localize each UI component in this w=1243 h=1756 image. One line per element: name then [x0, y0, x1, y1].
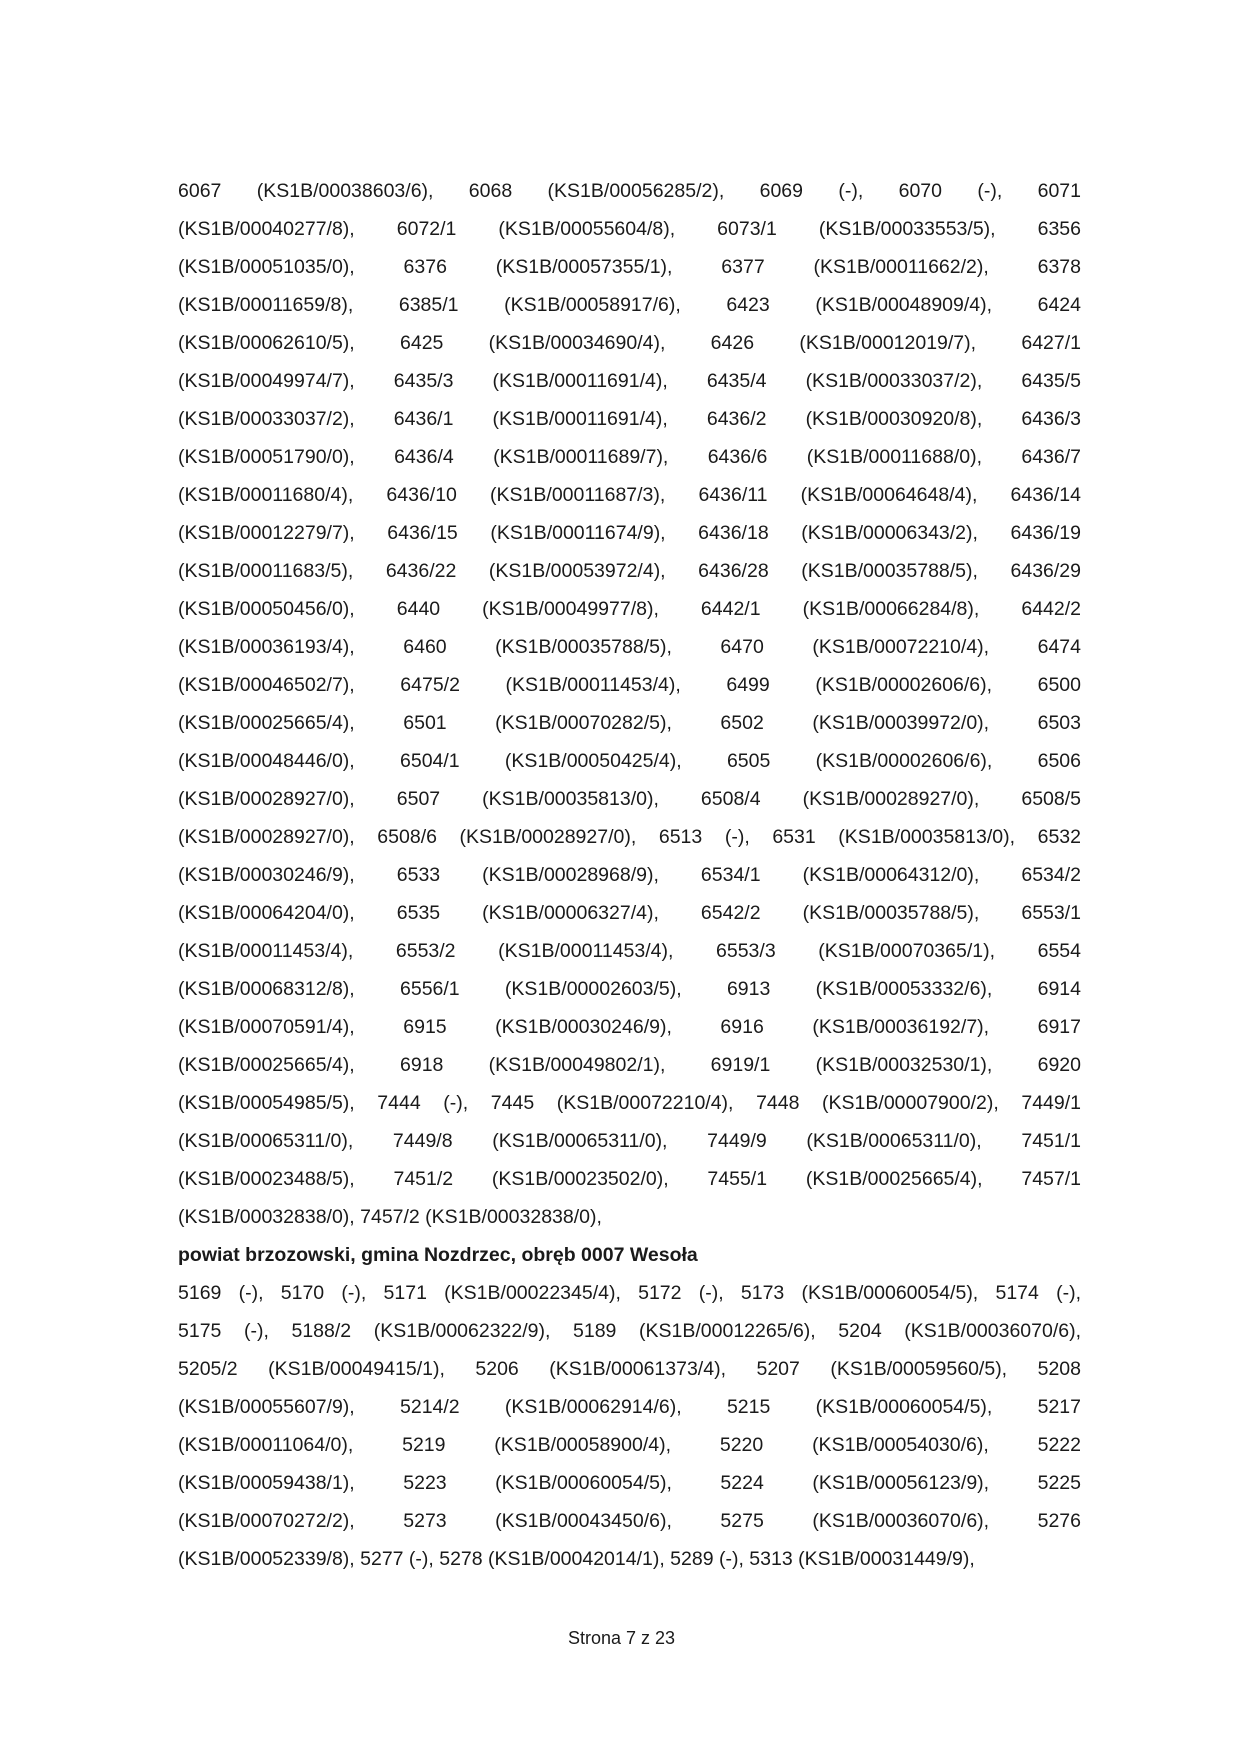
text-line: 5205/2 (KS1B/00049415/1), 5206 (KS1B/00061373/4), 5207 (KS1B/00059560/5), 5208: [178, 1358, 1081, 1380]
text-line: 6067 (KS1B/00038603/6), 6068 (KS1B/00056285/2), 6069 (-), 6070 (-), 6071: [178, 180, 1081, 202]
text-line: (KS1B/00011683/5), 6436/22 (KS1B/00053972/4), 6436/28 (KS1B/00035788/5), 6436/29: [178, 560, 1081, 582]
text-line: (KS1B/00040277/8), 6072/1 (KS1B/00055604/8), 6073/1 (KS1B/00033553/5), 6356: [178, 218, 1081, 240]
text-line: (KS1B/00050456/0), 6440 (KS1B/00049977/8), 6442/1 (KS1B/00066284/8), 6442/2: [178, 598, 1081, 620]
text-line: (KS1B/00011453/4), 6553/2 (KS1B/00011453/4), 6553/3 (KS1B/00070365/1), 6554: [178, 940, 1081, 962]
text-line: (KS1B/00059438/1), 5223 (KS1B/00060054/5), 5224 (KS1B/00056123/9), 5225: [178, 1472, 1081, 1494]
text-line: (KS1B/00036193/4), 6460 (KS1B/00035788/5), 6470 (KS1B/00072210/4), 6474: [178, 636, 1081, 658]
text-line: (KS1B/00011659/8), 6385/1 (KS1B/00058917/6), 6423 (KS1B/00048909/4), 6424: [178, 294, 1081, 316]
text-line: (KS1B/00012279/7), 6436/15 (KS1B/00011674/9), 6436/18 (KS1B/00006343/2), 6436/19: [178, 522, 1081, 544]
text-line: (KS1B/00028927/0), 6507 (KS1B/00035813/0), 6508/4 (KS1B/00028927/0), 6508/5: [178, 788, 1081, 810]
text-line: (KS1B/00051790/0), 6436/4 (KS1B/00011689/7), 6436/6 (KS1B/00011688/0), 6436/7: [178, 446, 1081, 468]
text-line: (KS1B/00025665/4), 6501 (KS1B/00070282/5), 6502 (KS1B/00039972/0), 6503: [178, 712, 1081, 734]
text-line: (KS1B/00023488/5), 7451/2 (KS1B/00023502/0), 7455/1 (KS1B/00025665/4), 7457/1: [178, 1168, 1081, 1190]
text-line: (KS1B/00049974/7), 6435/3 (KS1B/00011691/4), 6435/4 (KS1B/00033037/2), 6435/5: [178, 370, 1081, 392]
text-line: (KS1B/00070591/4), 6915 (KS1B/00030246/9), 6916 (KS1B/00036192/7), 6917: [178, 1016, 1081, 1038]
parcel-list-section-2: [178, 1274, 1081, 1578]
text-line: (KS1B/00028927/0), 6508/6 (KS1B/00028927/0), 6513 (-), 6531 (KS1B/00035813/0), 6532: [178, 826, 1081, 848]
text-line: (KS1B/00054985/5), 7444 (-), 7445 (KS1B/00072210/4), 7448 (KS1B/00007900/2), 7449/1: [178, 1092, 1081, 1114]
text-line: (KS1B/00052339/8), 5277 (-), 5278 (KS1B/00042014/1), 5289 (-), 5313 (KS1B/00031449/9),: [178, 1548, 975, 1570]
text-line: (KS1B/00048446/0), 6504/1 (KS1B/00050425/4), 6505 (KS1B/00002606/6), 6506: [178, 750, 1081, 772]
document-body: [178, 172, 1081, 1578]
text-line: (KS1B/00011680/4), 6436/10 (KS1B/00011687/3), 6436/11 (KS1B/00064648/4), 6436/14: [178, 484, 1081, 506]
text-line: (KS1B/00055607/9), 5214/2 (KS1B/00062914/6), 5215 (KS1B/00060054/5), 5217: [178, 1396, 1081, 1418]
text-line: (KS1B/00068312/8), 6556/1 (KS1B/00002603/5), 6913 (KS1B/00053332/6), 6914: [178, 978, 1081, 1000]
section-heading: powiat brzozowski, gmina Nozdrzec, obręb 0007 Wesoła: [178, 1244, 698, 1266]
parcel-list-section-1: [178, 172, 1081, 1236]
text-line: (KS1B/00064204/0), 6535 (KS1B/00006327/4), 6542/2 (KS1B/00035788/5), 6553/1: [178, 902, 1081, 924]
text-line: (KS1B/00025665/4), 6918 (KS1B/00049802/1), 6919/1 (KS1B/00032530/1), 6920: [178, 1054, 1081, 1076]
text-line: (KS1B/00065311/0), 7449/8 (KS1B/00065311/0), 7449/9 (KS1B/00065311/0), 7451/1: [178, 1130, 1081, 1152]
text-line: (KS1B/00070272/2), 5273 (KS1B/00043450/6), 5275 (KS1B/00036070/6), 5276: [178, 1510, 1081, 1532]
page-number: Strona 7 z 23: [567, 1628, 676, 1648]
text-line: (KS1B/00051035/0), 6376 (KS1B/00057355/1), 6377 (KS1B/00011662/2), 6378: [178, 256, 1081, 278]
text-line: 5169 (-), 5170 (-), 5171 (KS1B/00022345/4), 5172 (-), 5173 (KS1B/00060054/5), 5174 (-),: [178, 1282, 1081, 1304]
text-line: (KS1B/00033037/2), 6436/1 (KS1B/00011691/4), 6436/2 (KS1B/00030920/8), 6436/3: [178, 408, 1081, 430]
text-line: 5175 (-), 5188/2 (KS1B/00062322/9), 5189 (KS1B/00012265/6), 5204 (KS1B/00036070/6),: [178, 1320, 1081, 1342]
text-line: (KS1B/00062610/5), 6425 (KS1B/00034690/4), 6426 (KS1B/00012019/7), 6427/1: [178, 332, 1081, 354]
text-line: (KS1B/00032838/0), 7457/2 (KS1B/00032838/0),: [178, 1206, 602, 1228]
text-line: (KS1B/00030246/9), 6533 (KS1B/00028968/9), 6534/1 (KS1B/00064312/0), 6534/2: [178, 864, 1081, 886]
text-line: (KS1B/00046502/7), 6475/2 (KS1B/00011453/4), 6499 (KS1B/00002606/6), 6500: [178, 674, 1081, 696]
text-line: (KS1B/00011064/0), 5219 (KS1B/00058900/4), 5220 (KS1B/00054030/6), 5222: [178, 1434, 1081, 1456]
